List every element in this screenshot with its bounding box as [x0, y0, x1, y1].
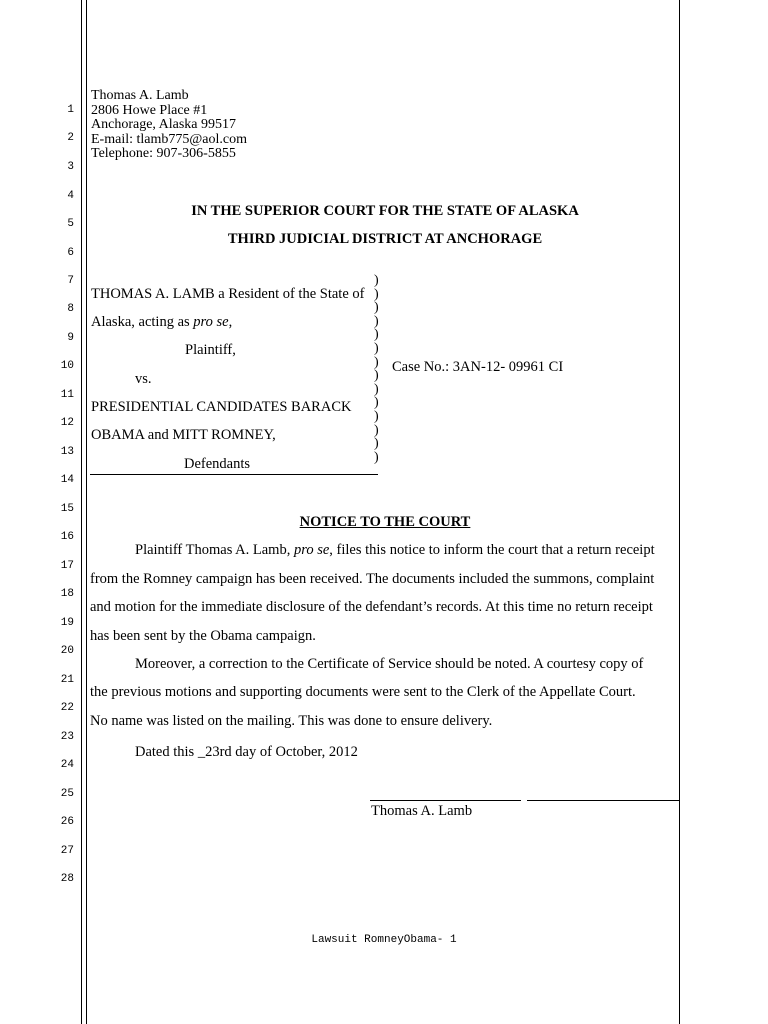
page-footer: Lawsuit RomneyObama- 1	[311, 934, 457, 946]
paragraph1-line4: has been sent by the Obama campaign.	[90, 628, 316, 644]
left-margin-rule-outer	[81, 0, 82, 1024]
line-number: 6	[67, 247, 74, 259]
caption-paren: )	[374, 313, 379, 329]
plaintiff-line2-suffix: ,	[228, 314, 233, 330]
paragraph2-line1: Moreover, a correction to the Certificate of Service should be noted. A courtesy copy of	[135, 656, 644, 672]
attorney-email: E-mail: tlamb775@aol.com	[91, 131, 247, 147]
caption-paren: )	[374, 300, 379, 316]
caption-paren: )	[374, 354, 379, 370]
line-number: 19	[60, 617, 74, 629]
attorney-address-line1: 2806 Howe Place #1	[91, 102, 208, 118]
paragraph1-prefix: Plaintiff Thomas A. Lamb,	[135, 542, 294, 558]
left-margin-rule-inner	[86, 0, 87, 1024]
line-number: 27	[60, 845, 74, 857]
notice-title-text: NOTICE TO THE COURT	[299, 514, 471, 530]
court-heading-line2: THIRD JUDICIAL DISTRICT AT ANCHORAGE	[227, 231, 543, 247]
case-number: Case No.: 3AN-12- 09961 CI	[392, 359, 564, 375]
paragraph1-line2: from the Romney campaign has been received. The documents included the summons, complaint	[90, 571, 655, 587]
caption-paren: )	[374, 340, 379, 356]
caption-paren-column	[374, 274, 382, 464]
line-number: 20	[60, 645, 74, 657]
line-number: 22	[60, 702, 74, 714]
attorney-phone: Telephone: 907-306-5855	[91, 146, 236, 161]
line-number: 11	[60, 389, 74, 401]
line-number: 8	[67, 303, 74, 315]
line-number: 1	[67, 104, 74, 116]
notice-title	[90, 514, 680, 530]
line-number: 18	[60, 588, 74, 600]
caption-paren: )	[374, 273, 379, 288]
line-number: 12	[60, 417, 74, 429]
paragraph1-line3: and motion for the immediate disclosure of the defendant’s records. At this time no return receipt	[90, 599, 653, 615]
paragraph2-line3: No name was listed on the mailing. This was done to ensure delivery.	[90, 713, 493, 729]
pro-se-italic: pro se	[293, 542, 330, 558]
line-number: 26	[60, 816, 74, 828]
caption-paren: )	[374, 436, 379, 452]
signatory-name: Thomas A. Lamb	[371, 803, 473, 819]
line-number: 5	[67, 218, 74, 230]
attorney-contact-block	[91, 89, 247, 162]
caption-underline	[90, 474, 378, 475]
dated-line: Dated this _23rd day of October, 2012	[135, 744, 358, 760]
line-number: 17	[60, 560, 74, 572]
line-number: 24	[60, 759, 74, 771]
plaintiff-line2	[91, 314, 232, 330]
line-number: 10	[60, 360, 74, 372]
signature-line-right	[527, 800, 679, 801]
plaintiff-line1: THOMAS A. LAMB a Resident of the State of	[91, 286, 365, 302]
line-number: 4	[67, 190, 74, 202]
line-number: 21	[60, 674, 74, 686]
paragraph1-line1	[90, 542, 680, 558]
caption-paren: )	[374, 286, 379, 302]
plaintiff-role: Plaintiff,	[185, 342, 236, 358]
defendant-line1: PRESIDENTIAL CANDIDATES BARACK	[91, 399, 352, 415]
caption-paren: )	[374, 395, 379, 411]
line-number: 16	[60, 531, 74, 543]
line-number: 9	[67, 332, 74, 344]
defendant-role: Defendants	[184, 456, 251, 472]
paragraph1-suffix: , files this notice to inform the court that a return receipt	[329, 542, 655, 558]
line-number: 2	[67, 132, 74, 144]
line-number: 23	[60, 731, 74, 743]
attorney-address-line2: Anchorage, Alaska 99517	[91, 117, 237, 132]
caption-paren: )	[374, 449, 379, 465]
caption-paren: )	[374, 422, 379, 438]
line-number: 28	[60, 873, 74, 885]
right-margin-rule	[679, 0, 680, 1024]
caption-paren: )	[374, 381, 379, 397]
caption-paren: )	[374, 368, 379, 384]
pro-se-italic: pro se	[193, 314, 229, 330]
attorney-name: Thomas A. Lamb	[91, 88, 189, 103]
line-number: 13	[60, 446, 74, 458]
line-number: 7	[67, 275, 74, 287]
caption-paren: )	[374, 408, 379, 424]
line-number: 25	[60, 788, 74, 800]
versus: vs.	[135, 371, 152, 387]
court-heading-line1: IN THE SUPERIOR COURT FOR THE STATE OF ALASKA	[191, 203, 579, 219]
defendant-line2: OBAMA and MITT ROMNEY,	[91, 427, 276, 443]
caption-paren: )	[374, 327, 379, 343]
plaintiff-line2-prefix: Alaska, acting as	[91, 314, 194, 330]
line-number: 15	[60, 503, 74, 515]
line-number: 14	[60, 474, 74, 486]
paragraph2-line2: the previous motions and supporting documents were sent to the Clerk of the Appellate Court.	[90, 684, 636, 700]
line-number: 3	[67, 161, 74, 173]
signature-line-left	[370, 800, 521, 801]
